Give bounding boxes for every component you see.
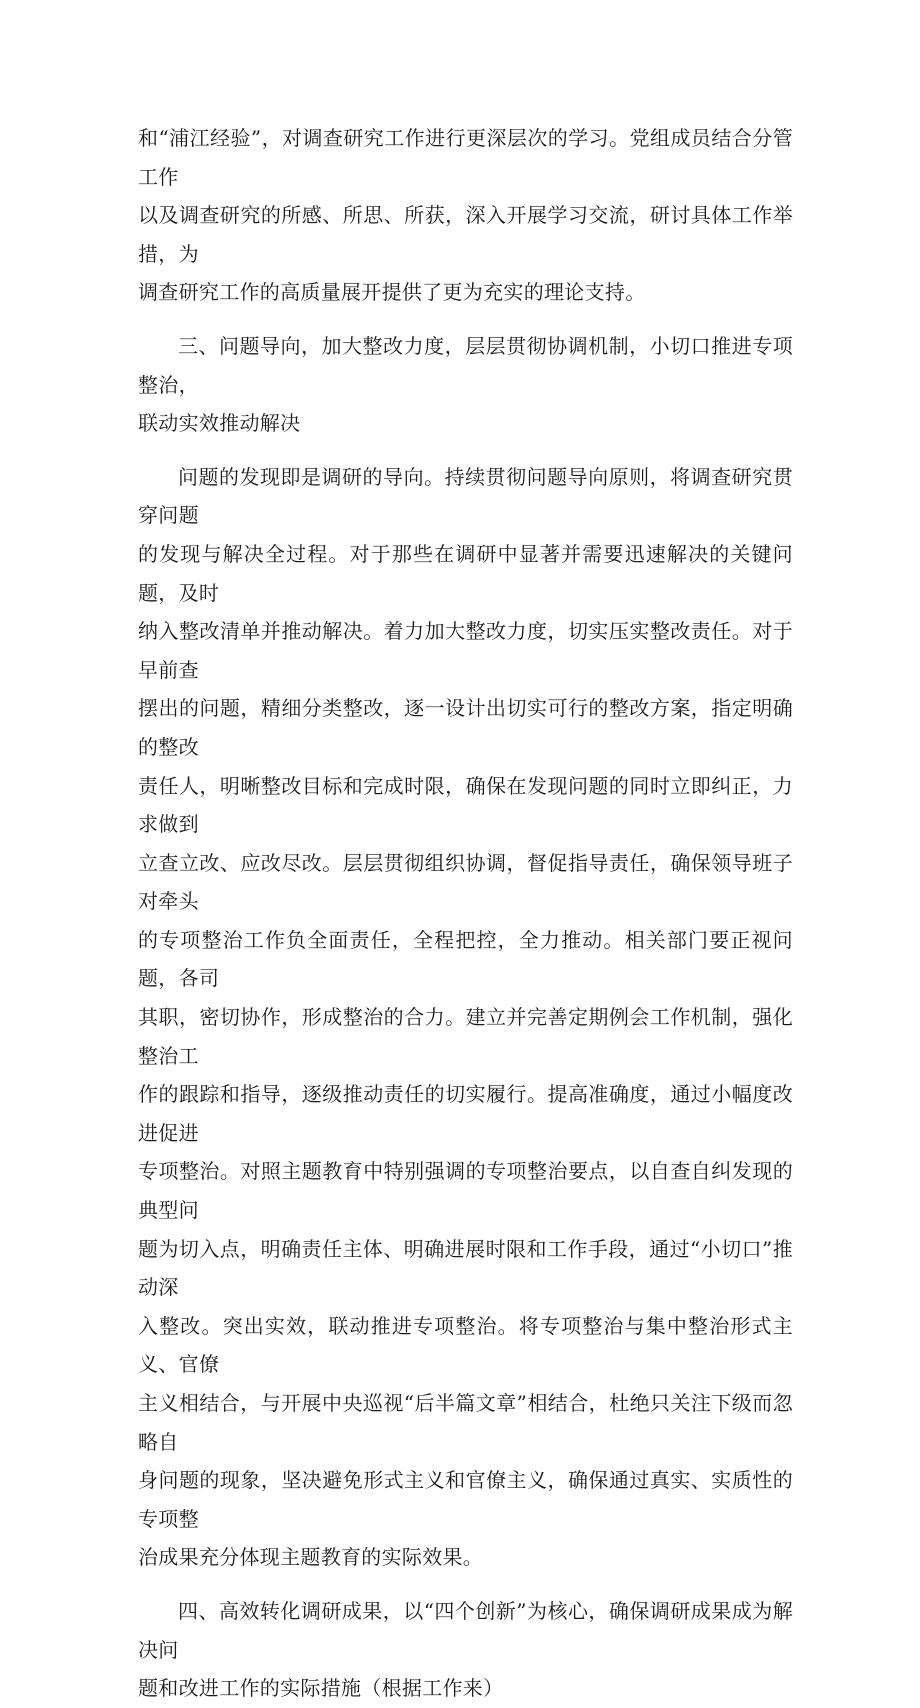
text-line: 题为切入点，明确责任主体、明确进展时限和工作手段，通过“小切口”推动深 <box>138 1236 793 1300</box>
text-line: 责任人，明晰整改目标和完成时限，确保在发现问题的同时立即纠正，力求做到 <box>138 773 793 837</box>
text-line: 其职，密切协作，形成整治的合力。建立并完善定期例会工作机制，强化整治工 <box>138 1005 793 1068</box>
text-line: 四、高效转化调研成果，以“四个创新”为核心，确保调研成果成为解决问 <box>138 1598 793 1662</box>
text-line: 题和改进工作的实际措施（根据工作来） <box>138 1676 504 1701</box>
paragraph-continuation <box>138 119 793 312</box>
text-line: 调查研究工作的高质量展开提供了更为充实的理论支持。 <box>138 280 646 305</box>
text-line: 三、问题导向，加大整改力度，层层贯彻协调机制，小切口推进专项整治， <box>138 333 793 397</box>
paragraph-body <box>138 458 793 1577</box>
text-line: 治成果充分体现主题教育的实际效果。 <box>138 1545 484 1570</box>
text-line: 专项整治。对照主题教育中特别强调的专项整治要点，以自查自纠发现的典型问 <box>138 1159 793 1223</box>
text-line: 摆出的问题，精细分类整改，逐一设计出切实可行的整改方案，指定明确的整改 <box>138 696 793 759</box>
section-heading-three <box>138 327 793 443</box>
section-heading-four <box>138 1592 793 1708</box>
text-line: 和“浦江经验”，对调查研究工作进行更深层次的学习。党组成员结合分管工作 <box>138 126 793 189</box>
text-line: 问题的发现即是调研的导向。持续贯彻问题导向原则，将调查研究贯穿问题 <box>138 464 793 528</box>
text-line: 以及调查研究的所感、所思、所获，深入开展学习交流，研讨具体工作举措，为 <box>138 203 793 266</box>
text-line: 作的跟踪和指导，逐级推动责任的切实履行。提高准确度，通过小幅度改进促进 <box>138 1082 793 1145</box>
document-body <box>138 119 793 1708</box>
text-line: 入整改。突出实效，联动推进专项整治。将专项整治与集中整治形式主义、官僚 <box>138 1313 793 1377</box>
text-line: 联动实效推动解决 <box>138 411 301 436</box>
text-line: 的发现与解决全过程。对于那些在调研中显著并需要迅速解决的关键问题，及时 <box>138 541 793 605</box>
text-line: 的专项整治工作负全面责任，全程把控，全力推动。相关部门要正视问题，各司 <box>138 927 793 991</box>
text-line: 主义相结合，与开展中央巡视“后半篇文章”相结合，杜绝只关注下级而忽略自 <box>138 1391 793 1454</box>
text-line: 立查立改、应改尽改。层层贯彻组织协调，督促指导责任，确保领导班子对牵头 <box>138 850 793 914</box>
text-line: 纳入整改清单并推动解决。着力加大整改力度，切实压实整改责任。对于早前查 <box>138 619 793 682</box>
text-line: 身问题的现象，坚决避免形式主义和官僚主义，确保通过真实、实质性的专项整 <box>138 1468 793 1531</box>
